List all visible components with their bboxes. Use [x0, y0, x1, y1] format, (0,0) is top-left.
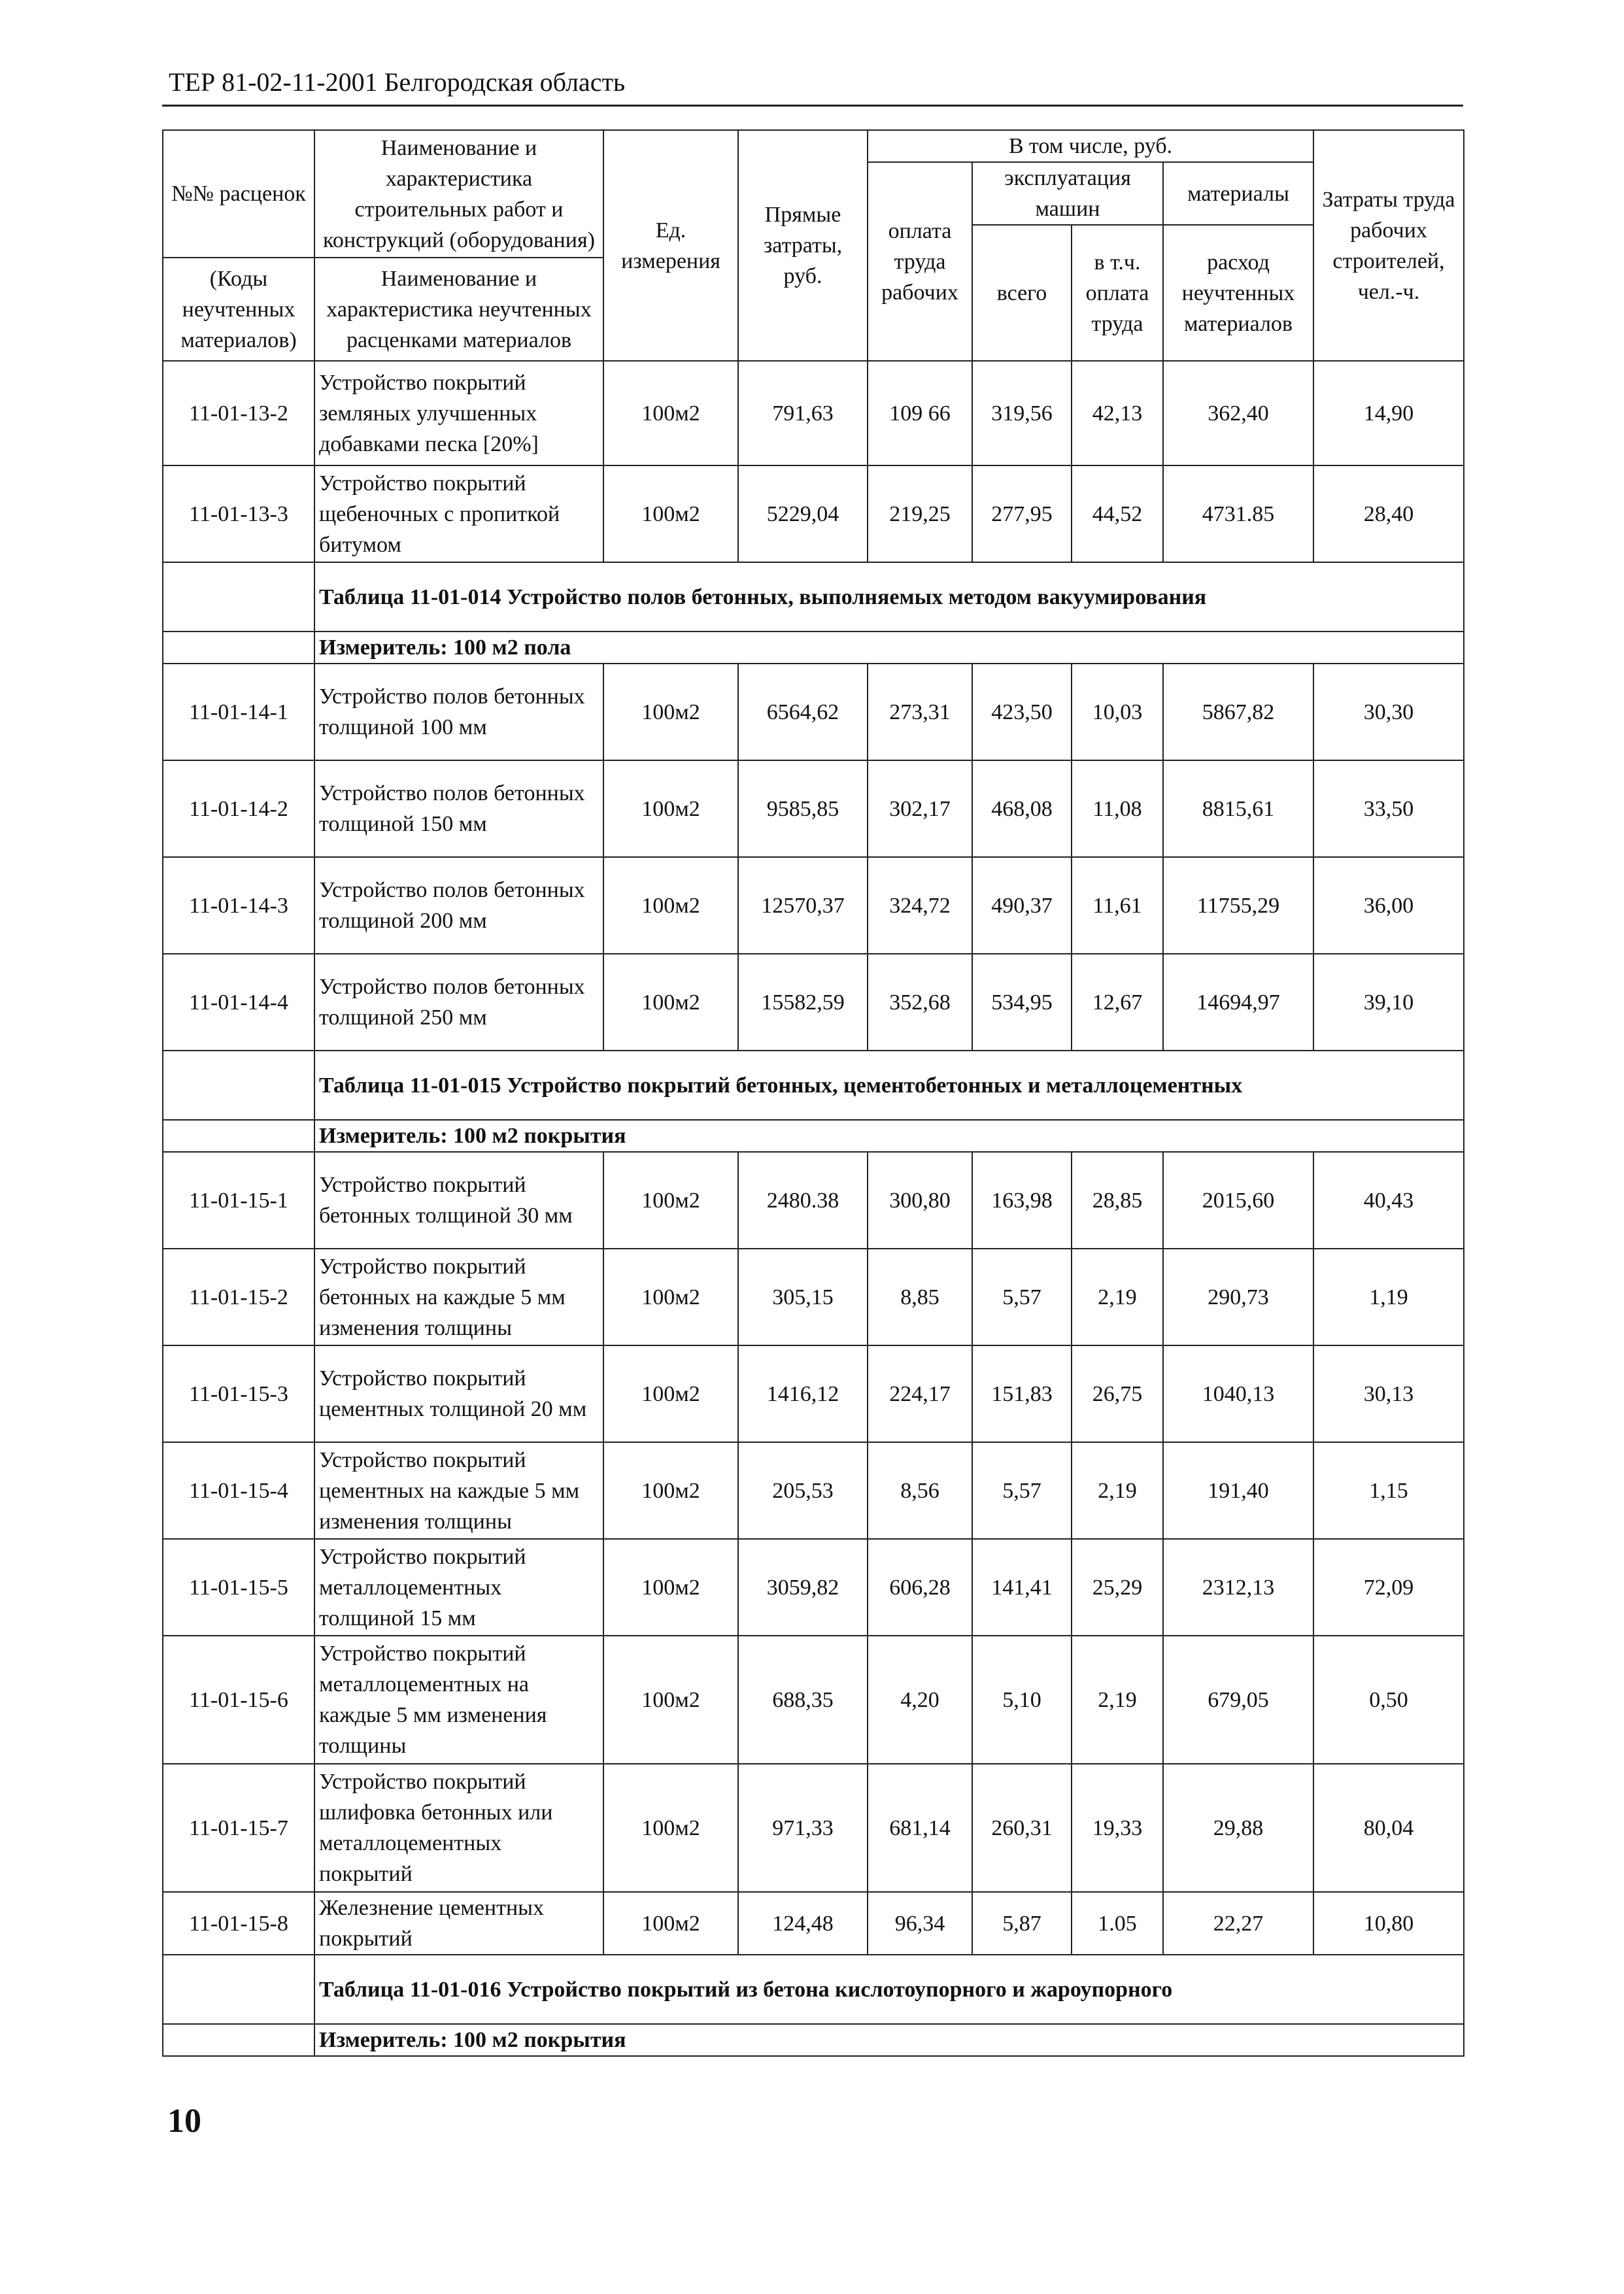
measure-row — [163, 1120, 1464, 1152]
header-rule — [162, 105, 1463, 107]
work-name: Железнение цементных покрытий — [314, 1892, 603, 1955]
work-hours: 1,15 — [1313, 1442, 1464, 1539]
work-hours: 10,80 — [1313, 1892, 1464, 1955]
unit-value: 100м2 — [603, 1152, 738, 1249]
work-hours: 36,00 — [1313, 857, 1464, 954]
rate-code: 11-01-14-2 — [163, 760, 314, 857]
machines-labor: 19,33 — [1072, 1764, 1163, 1892]
materials-cost: 11755,29 — [1163, 857, 1313, 954]
machines-total: 141,41 — [972, 1539, 1072, 1636]
unit-value: 100м2 — [603, 1892, 738, 1955]
labor-cost: 273,31 — [868, 664, 972, 760]
direct-cost: 124,48 — [738, 1892, 868, 1955]
materials-cost: 4731.85 — [1163, 465, 1313, 562]
rate-code: 11-01-14-1 — [163, 664, 314, 760]
col-header-name: Наименование и характеристика строительных работ и конструкций (оборудования) — [314, 130, 603, 258]
machines-total: 277,95 — [972, 465, 1072, 562]
work-hours: 80,04 — [1313, 1764, 1464, 1892]
empty-cell — [163, 632, 314, 664]
col-header-workhours: Затраты труда рабочих строителей, чел.-ч. — [1313, 130, 1464, 361]
rate-code: 11-01-14-4 — [163, 954, 314, 1051]
measure-row — [163, 2024, 1464, 2056]
direct-cost: 9585,85 — [738, 760, 868, 857]
materials-cost: 22,27 — [1163, 1892, 1313, 1955]
empty-cell — [163, 562, 314, 632]
unit-value: 100м2 — [603, 1764, 738, 1892]
labor-cost: 324,72 — [868, 857, 972, 954]
machines-labor: 26,75 — [1072, 1345, 1163, 1442]
table-row — [163, 361, 1464, 465]
unit-value: 100м2 — [603, 1345, 738, 1442]
machines-labor: 25,29 — [1072, 1539, 1163, 1636]
rate-code: 11-01-15-5 — [163, 1539, 314, 1636]
machines-total: 260,31 — [972, 1764, 1072, 1892]
work-hours: 28,40 — [1313, 465, 1464, 562]
col-header-incl: В том числе, руб. — [868, 130, 1313, 162]
rate-code: 11-01-15-1 — [163, 1152, 314, 1249]
labor-cost: 300,80 — [868, 1152, 972, 1249]
table-title-row — [163, 1955, 1464, 2024]
rates-table — [162, 129, 1464, 2057]
table-row — [163, 1892, 1464, 1955]
work-name: Устройство покрытий цементных на каждые 5 мм изменения толщины — [314, 1442, 603, 1539]
table-row — [163, 1249, 1464, 1345]
table-row — [163, 664, 1464, 760]
labor-cost: 302,17 — [868, 760, 972, 857]
table-row — [163, 1636, 1464, 1764]
direct-cost: 6564,62 — [738, 664, 868, 760]
machines-total: 5,57 — [972, 1249, 1072, 1345]
rate-code: 11-01-15-2 — [163, 1249, 314, 1345]
rate-code: 11-01-13-3 — [163, 465, 314, 562]
work-name: Устройство покрытий щебеночных с пропиткой битумом — [314, 465, 603, 562]
table-title: Таблица 11-01-014 Устройство полов бетонных, выполняемых методом вакуумирования — [314, 562, 1464, 632]
machines-total: 5,57 — [972, 1442, 1072, 1539]
machines-labor: 11,08 — [1072, 760, 1163, 857]
machines-labor: 42,13 — [1072, 361, 1163, 465]
work-name: Устройство полов бетонных толщиной 200 мм — [314, 857, 603, 954]
machines-labor: 11,61 — [1072, 857, 1163, 954]
labor-cost: 109 66 — [868, 361, 972, 465]
col-header-unit: Ед. измерения — [603, 130, 738, 361]
machines-total: 490,37 — [972, 857, 1072, 954]
col-header-code-alt: (Коды неучтенных материалов) — [163, 258, 314, 361]
col-header-code: №№ расценок — [163, 130, 314, 258]
unit-value: 100м2 — [603, 1249, 738, 1345]
unit-value: 100м2 — [603, 1636, 738, 1764]
machines-labor: 2,19 — [1072, 1442, 1163, 1539]
work-hours: 40,43 — [1313, 1152, 1464, 1249]
table-row — [163, 1442, 1464, 1539]
materials-cost: 1040,13 — [1163, 1345, 1313, 1442]
empty-cell — [163, 1120, 314, 1152]
machines-total: 163,98 — [972, 1152, 1072, 1249]
col-header-materials: материалы — [1163, 162, 1313, 225]
machines-total: 319,56 — [972, 361, 1072, 465]
labor-cost: 681,14 — [868, 1764, 972, 1892]
table-measure: Измеритель: 100 м2 покрытия — [314, 1120, 1464, 1152]
work-hours: 30,30 — [1313, 664, 1464, 760]
direct-cost: 688,35 — [738, 1636, 868, 1764]
direct-cost: 205,53 — [738, 1442, 868, 1539]
unit-value: 100м2 — [603, 857, 738, 954]
table-title: Таблица 11-01-015 Устройство покрытий бетонных, цементобетонных и металлоцементных — [314, 1051, 1464, 1120]
rate-code: 11-01-15-8 — [163, 1892, 314, 1955]
machines-total: 468,08 — [972, 760, 1072, 857]
table-row — [163, 1345, 1464, 1442]
empty-cell — [163, 2024, 314, 2056]
labor-cost: 96,34 — [868, 1892, 972, 1955]
col-header-machines: эксплуатация машин — [972, 162, 1163, 225]
col-header-machines-total: всего — [972, 225, 1072, 361]
work-hours: 1,19 — [1313, 1249, 1464, 1345]
work-hours: 33,50 — [1313, 760, 1464, 857]
work-name: Устройство покрытий бетонных толщиной 30 мм — [314, 1152, 603, 1249]
work-hours: 72,09 — [1313, 1539, 1464, 1636]
empty-cell — [163, 1955, 314, 2024]
machines-labor: 1.05 — [1072, 1892, 1163, 1955]
labor-cost: 8,56 — [868, 1442, 972, 1539]
machines-total: 534,95 — [972, 954, 1072, 1051]
table-title: Таблица 11-01-016 Устройство покрытий из бетона кислотоупорного и жароупорного — [314, 1955, 1464, 2024]
unit-value: 100м2 — [603, 1442, 738, 1539]
direct-cost: 15582,59 — [738, 954, 868, 1051]
labor-cost: 224,17 — [868, 1345, 972, 1442]
col-header-name-alt: Наименование и характеристика неучтенных расценками материалов — [314, 258, 603, 361]
machines-total: 423,50 — [972, 664, 1072, 760]
labor-cost: 219,25 — [868, 465, 972, 562]
materials-cost: 5867,82 — [1163, 664, 1313, 760]
unit-value: 100м2 — [603, 664, 738, 760]
direct-cost: 3059,82 — [738, 1539, 868, 1636]
work-name: Устройство покрытий цементных толщиной 20 мм — [314, 1345, 603, 1442]
measure-row — [163, 632, 1464, 664]
work-hours: 39,10 — [1313, 954, 1464, 1051]
unit-value: 100м2 — [603, 465, 738, 562]
machines-labor: 28,85 — [1072, 1152, 1163, 1249]
rate-code: 11-01-13-2 — [163, 361, 314, 465]
materials-cost: 14694,97 — [1163, 954, 1313, 1051]
direct-cost: 5229,04 — [738, 465, 868, 562]
col-header-machines-labor: в т.ч. оплата труда — [1072, 225, 1163, 361]
unit-value: 100м2 — [603, 1539, 738, 1636]
machines-labor: 2,19 — [1072, 1249, 1163, 1345]
table-row — [163, 1539, 1464, 1636]
labor-cost: 352,68 — [868, 954, 972, 1051]
direct-cost: 12570,37 — [738, 857, 868, 954]
materials-cost: 191,40 — [1163, 1442, 1313, 1539]
table-title-row — [163, 1051, 1464, 1120]
direct-cost: 791,63 — [738, 361, 868, 465]
work-name: Устройство покрытий бетонных на каждые 5 мм изменения толщины — [314, 1249, 603, 1345]
materials-cost: 29,88 — [1163, 1764, 1313, 1892]
labor-cost: 4,20 — [868, 1636, 972, 1764]
direct-cost: 2480.38 — [738, 1152, 868, 1249]
table-measure: Измеритель: 100 м2 покрытия — [314, 2024, 1464, 2056]
rate-code: 11-01-15-6 — [163, 1636, 314, 1764]
unit-value: 100м2 — [603, 760, 738, 857]
work-name: Устройство полов бетонных толщиной 250 мм — [314, 954, 603, 1051]
table-row — [163, 1764, 1464, 1892]
work-name: Устройство покрытий земляных улучшенных добавками песка [20%] — [314, 361, 603, 465]
unit-value: 100м2 — [603, 954, 738, 1051]
direct-cost: 1416,12 — [738, 1345, 868, 1442]
work-hours: 14,90 — [1313, 361, 1464, 465]
table-row — [163, 760, 1464, 857]
direct-cost: 305,15 — [738, 1249, 868, 1345]
work-name: Устройство полов бетонных толщиной 100 мм — [314, 664, 603, 760]
rate-code: 11-01-14-3 — [163, 857, 314, 954]
empty-cell — [163, 1051, 314, 1120]
table-title-row — [163, 562, 1464, 632]
machines-total: 5,87 — [972, 1892, 1072, 1955]
table-row — [163, 465, 1464, 562]
table-measure: Измеритель: 100 м2 пола — [314, 632, 1464, 664]
materials-cost: 2015,60 — [1163, 1152, 1313, 1249]
rate-code: 11-01-15-3 — [163, 1345, 314, 1442]
materials-cost: 290,73 — [1163, 1249, 1313, 1345]
work-name: Устройство покрытий металлоцементных толщиной 15 мм — [314, 1539, 603, 1636]
work-name: Устройство покрытий шлифовка бетонных или металлоцементных покрытий — [314, 1764, 603, 1892]
work-hours: 0,50 — [1313, 1636, 1464, 1764]
work-hours: 30,13 — [1313, 1345, 1464, 1442]
rate-code: 11-01-15-7 — [163, 1764, 314, 1892]
machines-labor: 2,19 — [1072, 1636, 1163, 1764]
rate-code: 11-01-15-4 — [163, 1442, 314, 1539]
col-header-materials-alt: расход неучтенных материалов — [1163, 225, 1313, 361]
materials-cost: 8815,61 — [1163, 760, 1313, 857]
materials-cost: 2312,13 — [1163, 1539, 1313, 1636]
machines-total: 5,10 — [972, 1636, 1072, 1764]
labor-cost: 8,85 — [868, 1249, 972, 1345]
labor-cost: 606,28 — [868, 1539, 972, 1636]
unit-value: 100м2 — [603, 361, 738, 465]
page-header: ТЕР 81-02-11-2001 Белгородская область — [169, 67, 626, 97]
table-row — [163, 954, 1464, 1051]
direct-cost: 971,33 — [738, 1764, 868, 1892]
materials-cost: 362,40 — [1163, 361, 1313, 465]
col-header-direct: Прямые затраты, руб. — [738, 130, 868, 361]
work-name: Устройство полов бетонных толщиной 150 мм — [314, 760, 603, 857]
machines-labor: 12,67 — [1072, 954, 1163, 1051]
col-header-labor: оплата труда рабочих — [868, 162, 972, 361]
table-row — [163, 857, 1464, 954]
machines-total: 151,83 — [972, 1345, 1072, 1442]
work-name: Устройство покрытий металлоцементных на каждые 5 мм изменения толщины — [314, 1636, 603, 1764]
machines-labor: 10,03 — [1072, 664, 1163, 760]
materials-cost: 679,05 — [1163, 1636, 1313, 1764]
machines-labor: 44,52 — [1072, 465, 1163, 562]
table-row — [163, 1152, 1464, 1249]
page-number: 10 — [167, 2102, 201, 2140]
